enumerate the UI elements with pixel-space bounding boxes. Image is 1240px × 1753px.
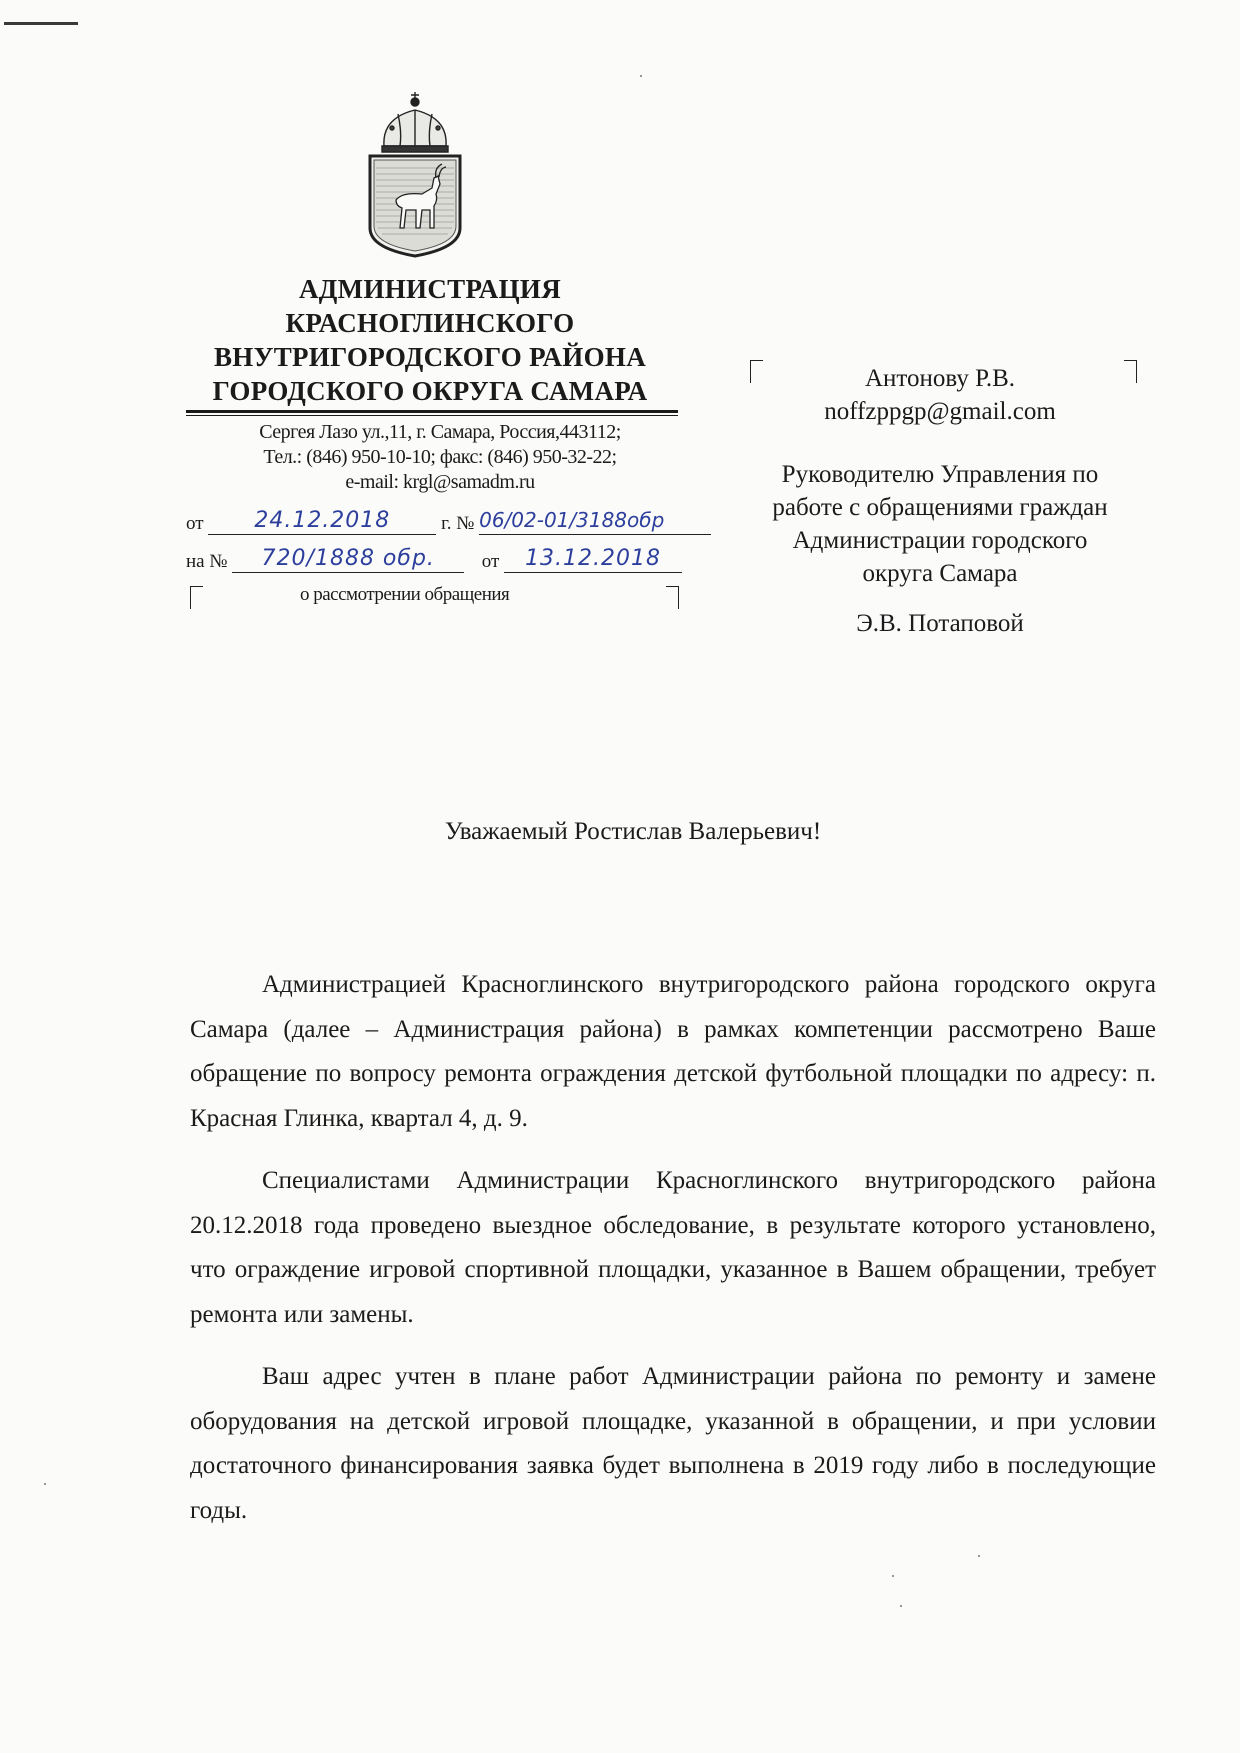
scan-speck [978, 1555, 980, 1557]
salutation: Уважаемый Ростислав Валерьевич! [444, 818, 822, 845]
org-name-line: ВНУТРИГОРОДСКОГО РАЙОНА [213, 342, 646, 372]
phone-fax: Тел.: (846) 950-10-10; факс: (846) 950-32-22; [263, 446, 617, 468]
copy-recipient-line: округа Самара [862, 560, 1018, 587]
email-address: e-mail: krgl@samadm.ru [345, 471, 535, 493]
body-paragraph: Специалистами Администрации Красноглинского внутригородского района 20.12.2018 года проведено выездное обследование, в результате которого установлено, что ограждение игровой спортивной площадки, указанное в Вашем обращении, требует ремонта или замены. [190, 1167, 1156, 1328]
copy-recipient-line: работе с обращениями граждан [772, 494, 1108, 521]
org-name-line: КРАСНОГЛИНСКОГО [285, 308, 575, 338]
date-field [208, 508, 436, 535]
ref-number-field [232, 546, 464, 573]
coat-of-arms-emblem [362, 88, 468, 260]
organization-name [180, 272, 680, 408]
body-paragraph: Ваш адрес учтен в плане работ Администрации района по ремонту и замене оборудования на детской игровой площадке, указанной в обращении, и при условии достаточного финансирования заявка будет выполнена в 2019 году либо в последующие годы. [190, 1363, 1156, 1524]
organization-contacts [180, 420, 700, 495]
copy-recipient-line: Администрации городского [792, 527, 1088, 554]
addressee-block [740, 362, 1140, 640]
handwritten-number: 06/02-01/3188обр [479, 508, 665, 532]
scan-speck [44, 1483, 46, 1485]
postal-address: Сергея Лазо ул.,11, г. Самара, Россия,443112; [259, 421, 621, 443]
recipient-name: Антонову Р.В. [864, 365, 1016, 392]
scan-edge-mark [4, 22, 78, 25]
outgoing-registration [186, 508, 711, 535]
body-paragraph: Администрацией Красноглинского внутригородского района городского округа Самара (далее – Администрация района) в рамках компетенции рассмотрено Ваше обращение по вопросу ремонта ограждения детской футбольной площадки по адресу: п. Красная Глинка, квартал 4, д. 9. [190, 971, 1156, 1132]
ref-date-field [504, 546, 682, 573]
org-name-line: АДМИНИСТРАЦИЯ [298, 274, 561, 304]
subject-bracket-left [190, 586, 203, 609]
number-prefix: г. № [441, 513, 475, 534]
letter-body [190, 963, 1156, 1551]
org-name-line: ГОРОДСКОГО ОКРУГА САМАРА [212, 376, 648, 406]
handwritten-date: 24.12.2018 [254, 508, 391, 533]
handwritten-ref-number: 720/1888 обр. [261, 546, 435, 571]
scan-speck [640, 75, 642, 77]
header-divider [186, 410, 678, 413]
handwritten-ref-date: 13.12.2018 [525, 546, 662, 571]
recipient-email: noffzppgp@gmail.com [824, 398, 1056, 425]
copy-recipient-line: Руководителю Управления по [781, 461, 1099, 488]
header-divider-thin [186, 415, 678, 416]
copy-recipient-name: Э.В. Потаповой [856, 610, 1024, 637]
ref-date-prefix: от [481, 551, 500, 572]
date-prefix: от [186, 513, 204, 534]
scan-speck [900, 1605, 902, 1607]
incoming-reference [186, 546, 682, 573]
letter-subject: о рассмотрении обращения [300, 584, 510, 605]
number-field [479, 508, 711, 535]
crown-icon [382, 92, 448, 152]
scan-speck [892, 1575, 894, 1577]
subject-bracket-right [666, 586, 679, 609]
ref-prefix: на № [186, 551, 228, 572]
